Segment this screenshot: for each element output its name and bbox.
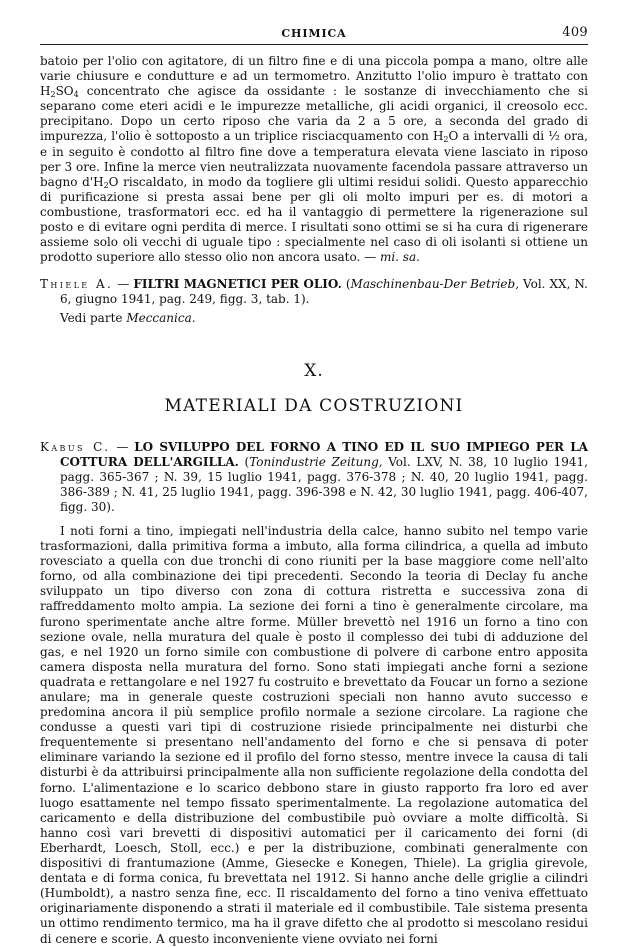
running-head: CHIMICA <box>281 27 347 40</box>
section-title: MATERIALI DA COSTRUZIONI <box>164 395 464 416</box>
kabus-open-paren: ( <box>238 454 250 469</box>
page <box>40 26 588 947</box>
subscript-2: 2 <box>50 90 56 100</box>
see-also-section: Meccanica. <box>126 310 196 325</box>
see-also-prefix: Vedi parte <box>60 310 127 325</box>
intro-text-2: concentrato che agisce da ossidante : le sostanze di invecchiamento che si separano come eteri acidi e le impurezze metalliche, gli acidi organici, il creosolo ecc. precipitano. Dopo un certo riposo che varia da 2 a 5 ore, a seconda del grado di impurezza, l'olio è sottoposto a un triplice risciacquamento con H <box>40 84 588 144</box>
page-number: 409 <box>562 25 588 40</box>
intro-text-so: SO <box>55 84 74 99</box>
thiele-open-paren: ( <box>341 277 351 292</box>
intro-paragraph <box>40 54 588 265</box>
kabus-details: Vol. LXV, N. 38, 10 luglio 1941, pagg. 365-367 ; N. 39, 15 luglio 1941, pagg. 376-378 ; N. 40, 20 luglio 1941, pagg. 386-389 ; N. 41, 25 luglio 1941, pagg. 396-398 e N. 42, 30 luglio 1941, pagg. 406-407, figg. 30). <box>60 454 588 514</box>
thiele-reference <box>40 277 588 307</box>
kabus-reference <box>40 440 588 515</box>
subscript-4: 4 <box>73 90 79 100</box>
body-paragraph: I noti forni a tino, impiegati nell'industria della calce, hanno subito nel tempo varie trasformazioni, dalla primitiva forma a imbuto, alla forma cilindrica, a quella ad imbuto rovesciato a quella con due tronchi di cono riuniti per la base maggiore come nell'alto forno, od alla combinazione dei tipi precedenti. Secondo la teoria di Declay fu anche sviluppato un tipo diverso con zona di cottura ristretta e successiva zona di raffreddamento molto ampia. La sezione dei forni a tino è generalmente circolare, ma furono sperimentate anche altre forme. Müller brevettò nel 1916 un forno a tino con sezione ovale, nella muratura del quale è posto il complesso dei tubi di adduzione del gas, e nel 1920 un forno simile con combustione di polvere di carbone entro apposita camera disposta nella muratura del forno. Sono stati impiegati anche forni a sezione quadrata e rettangolare e nel 1927 fu costruito e brevettato da Foucar un forno a sezione anulare; ma in generale queste costruzioni speciali non hanno avuto successo e predomina ancora il più semplice profilo normale a sezione circolare. La ragione che condusse a questi vari tipi di costruzione risiede principalmente nei disturbi che frequentemente si presentano nell'andamento del forno e che si pensava di poter eliminare variando la sezione ed il profilo del forno stesso, mentre invece la causa di tali disturbi è da attribuirsi principalmente alla non sufficiente regolazione della condotta del forno. L'alimentazione e lo scarico debbono stare in giusto rapporto fra loro ed aver luogo esattamente nel tempo fissato sperimentalmente. La regolazione automatica del caricamento e della distribuzione del combustibile può ovviare a molte difficoltà. Si hanno così vari brevetti di dispositivi automatici per il caricamento dei forni (di Eberhardt, Loesch, Stoll, ecc.) e per la distribuzione, combinati generalmente con dispositivi di frantumazione (Amme, Giesecke e Konegen, Thiele). La griglia girevole, dentata e di forma conica, fu brevettata nel 1912. Si hanno anche delle griglie a cilindri (Humboldt), a nastro senza fine, ecc. Il riscaldamento del forno a tino veniva effettuato originariamente disponendo a strati il materiale ed il combustibile. Tale sistema presenta un ottimo rendimento termico, ma ha il grave difetto che al prodotto si mescolano residui di cenere e scorie. A questo inconveniente viene ovviato nei forni <box>40 523 588 946</box>
intro-text-1: batoio per l'olio con agitatore, di un filtro fine e di una piccola pompa a mano, oltre alle varie chiusure e condutture e ad un termometro. Anzitutto l'olio impuro è trattato con H <box>40 54 588 99</box>
thiele-title: FILTRI MAGNETICI PER OLIO. <box>133 277 342 292</box>
intro-text-3: O a intervalli di ½ ora, e in seguito è condotto al filtro fine dove a temperatura elevata viene lasciato in riposo per 3 ore. Infine la merce vien neutralizzata nuovamente facendola passare attraverso un bagno d'H <box>40 129 588 189</box>
thiele-details: Vol. XX, N. 6, giugno 1941, pag. 249, figg. 3, tab. 1). <box>60 277 588 307</box>
kabus-dash: — <box>110 439 135 454</box>
kabus-author: Kabus C. <box>40 439 111 454</box>
thiele-journal: Maschinenbau-Der Betrieb, <box>350 277 520 292</box>
thiele-author: Thiele A. <box>40 277 114 292</box>
signature: mi. sa. <box>379 250 420 265</box>
page-header <box>40 26 588 45</box>
kabus-title: LO SVILUPPO DEL FORNO A TINO ED IL SUO IMPIEGO PER LA COTTURA DELL'ARGILLA. <box>60 439 588 469</box>
intro-text-4: O riscaldato, in modo da togliere gli ultimi residui solidi. Questo apparecchio di purificazione si presta assai bene per gli oli molto impuri per es. di motori a combustione, trasformatori ecc. ed ha il vantaggio di permettere la rigenerazione sul posto e di evitare ogni perdita di merce. I risultati sono ottimi se si ha cura di rigenerare assieme solo oli vecchi di uguale tipo : specialmente nel caso di oli isolanti si ottiene un prodotto superiore allo stesso olio non ancora usato. — <box>40 174 588 265</box>
thiele-dash: — <box>113 277 134 292</box>
section-number: X. <box>304 360 324 381</box>
subscript-bath: 2 <box>103 180 109 190</box>
subscript-water: 2 <box>443 135 449 145</box>
kabus-journal: Tonindustrie Zeitung, <box>249 454 383 469</box>
see-also-note <box>40 311 588 325</box>
